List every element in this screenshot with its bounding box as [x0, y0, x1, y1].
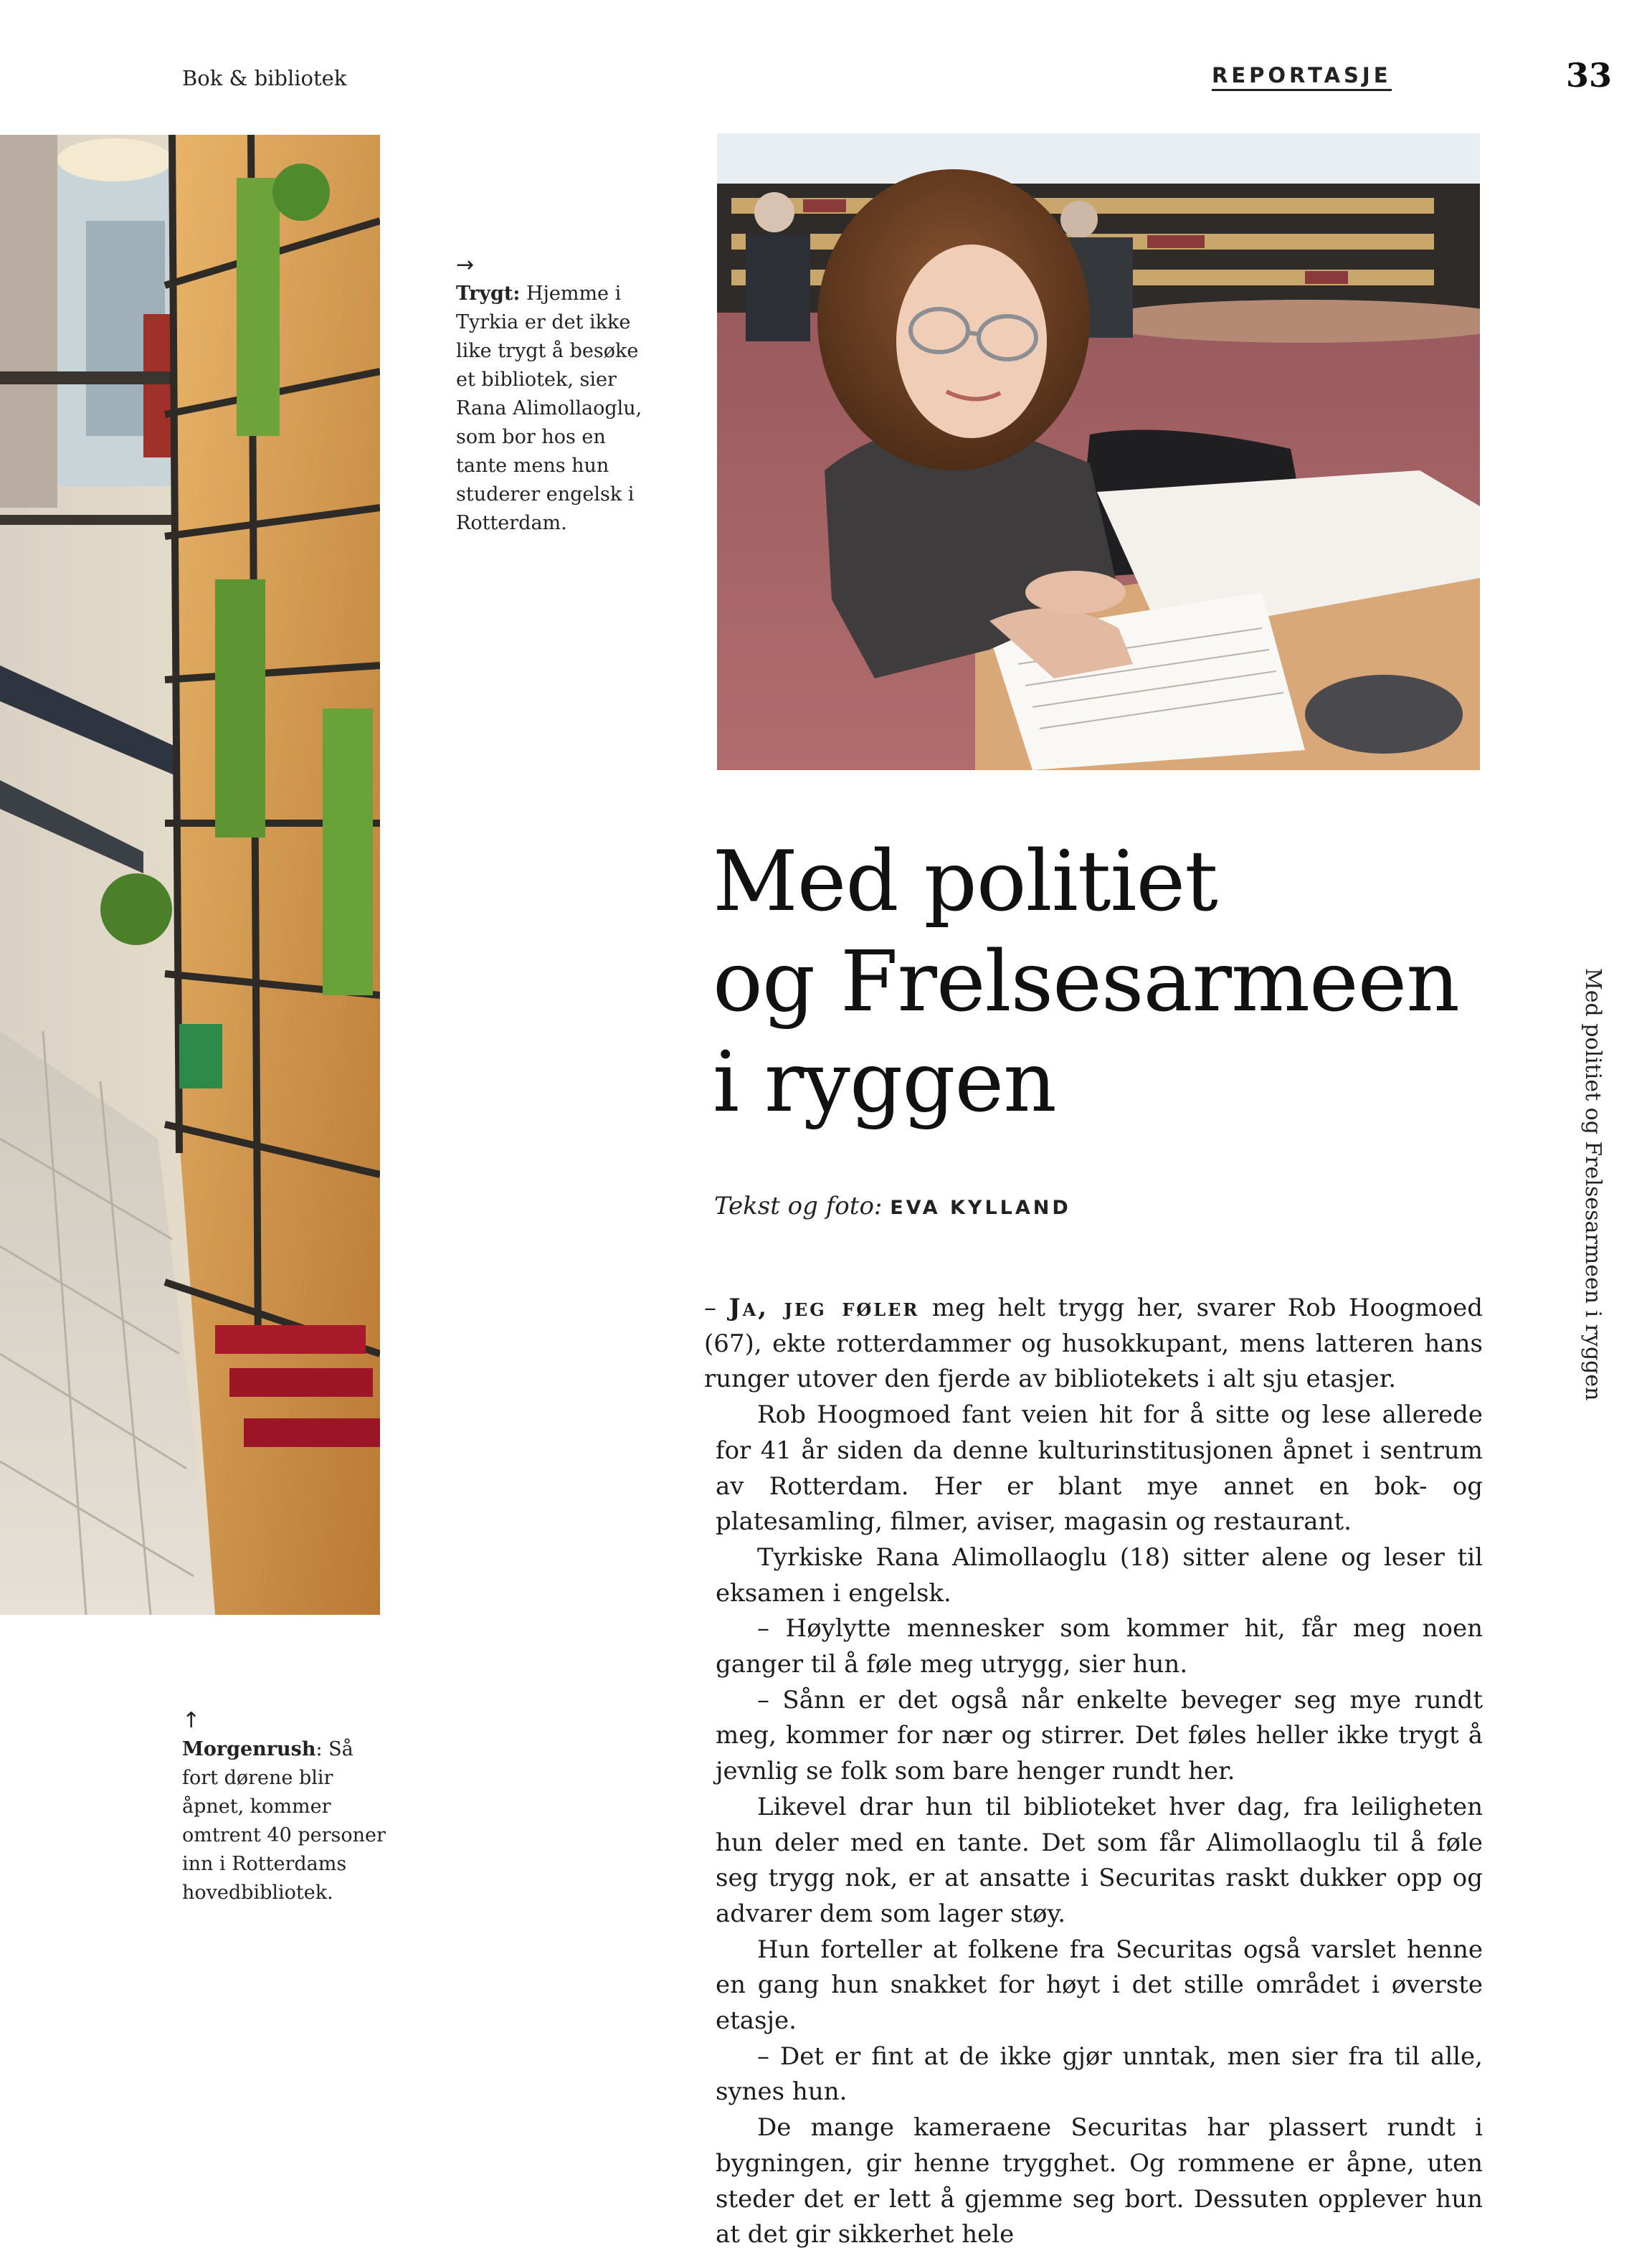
paragraph: Likevel drar hun til biblioteket hver dag, fra leiligheten hun deler med en tante. Det som får Alimollaoglu til å føle seg trygg nok, er at ansatte i Securitas raskt dukker opp og advarer dem som lager støy.	[716, 1792, 1483, 1928]
page-number: 33	[1566, 56, 1613, 95]
article-body	[704, 1291, 1484, 2253]
paragraph: Hun forteller at folkene fra Securitas også varslet henne en gang hun snakket for høyt i det stille området i øverste etasje.	[716, 1935, 1483, 2036]
byline-label: Tekst og foto:	[714, 1192, 883, 1220]
lead-text: meg helt trygg her, svarer Rob Hoogmoed (67), ekte rotterdammer og husokkupant, mens latteren hans runger utover den fjerde av bibliotekets i alt sju etasjer.	[704, 1294, 1484, 1394]
photo-caption-bottom	[182, 1707, 390, 1907]
student-reading-image	[717, 133, 1480, 770]
arrow-up-icon: ↑	[182, 1708, 201, 1733]
caption-text: Hjemme i Tyrkia er det ikke like trygt å besøke et bibliotek, sier Rana Alimollaoglu, som bor hos en tante mens hun studerer engelsk i Rotterdam.	[456, 283, 642, 534]
section-label: REPORTASJE	[1212, 63, 1392, 91]
caption-label: Morgenrush	[182, 1738, 316, 1760]
caption-label: Trygt:	[456, 283, 521, 305]
lead-dash: –	[704, 1294, 729, 1322]
photo-caption-top	[456, 251, 650, 538]
library-interior-image	[0, 135, 380, 1615]
lead-in: Ja, jeg føler	[728, 1294, 920, 1322]
arrow-right-icon: →	[456, 252, 475, 278]
running-title-vertical: Med politiet og Frelsesarmeen i ryggen	[1580, 968, 1605, 1401]
paragraph: – Høylytte mennesker som kommer hit, får meg noen ganger til å føle meg utrygg, sier hun.	[716, 1614, 1483, 1679]
paragraph: – Det er fint at de ikke gjør unntak, men sier fra til alle, synes hun.	[716, 2041, 1483, 2107]
paragraph: – Sånn er det også når enkelte beveger seg mye rundt meg, kommer for nær og stirrer. Det føles heller ikke trygt å jevnlig se folk som bare henger rundt her.	[716, 1685, 1483, 1786]
caption-text: : Så fort dørene blir åpnet, kommer omtrent 40 personer inn i Rotterdams hovedbibliotek.	[182, 1738, 386, 1904]
byline	[714, 1192, 1071, 1220]
article-title	[713, 832, 1501, 1133]
byline-author: EVA KYLLAND	[890, 1197, 1071, 1219]
section-name: Bok & bibliotek	[182, 66, 347, 90]
title-line: Med politiet	[713, 833, 1217, 930]
paragraph: Rob Hoogmoed fant veien hit for å sitte og lese allerede for 41 år siden da denne kulturinstitusjonen åpnet i sentrum av Rotterdam. Her er blant mye annet en bok- og platesamling, filmer, aviser, magasin og restaurant.	[716, 1400, 1483, 1537]
paragraph: De mange kameraene Securitas har plassert rundt i bygningen, gir henne trygghet. Og rommene er åpne, uten steder det er lett å gjemme seg bort. Dessuten opplever hun at det gir sikkerhet hele	[716, 2113, 1483, 2249]
paragraph: Tyrkiske Rana Alimollaoglu (18) sitter alene og leser til eksamen i engelsk.	[716, 1542, 1483, 1608]
title-line: i ryggen	[713, 1034, 1056, 1131]
title-line: og Frelsesarmeen	[713, 934, 1459, 1030]
lead-paragraph	[704, 1291, 1483, 1398]
student-reading-photo	[717, 133, 1480, 770]
library-interior-photo	[0, 135, 380, 1615]
